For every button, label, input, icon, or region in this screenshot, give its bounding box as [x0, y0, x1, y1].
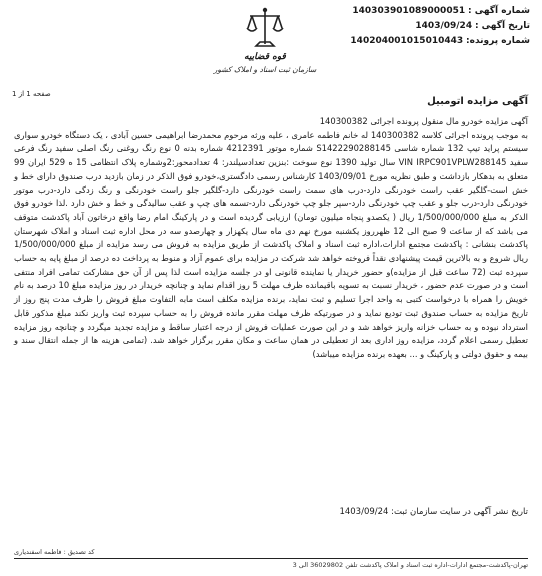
signature: کد تصدیق : فاطمه اسفندیاری — [14, 548, 95, 556]
meta-value: 140204001015010443 — [350, 36, 464, 46]
meta-value: 1403/09/24 — [415, 21, 473, 31]
meta-notice-number — [350, 4, 530, 19]
footer-address: تهران-پاکدشت-مجتمع ادارات-اداره ثبت اسناد و املاک پاکدشت تلفن 36029802 الی 3 — [292, 561, 528, 569]
publish-date: تاریخ نشر آگهی در سایت سازمان ثبت: 1403/09/24 — [339, 507, 528, 517]
meta-label: تاریخ آگهی : — [474, 21, 530, 31]
notice-title: آگهی مزایده اتومبیل — [427, 96, 528, 107]
page-number: صفحه 1 از 1 — [12, 90, 51, 98]
logo-title: قوه قضاییه — [244, 52, 286, 62]
notice-body — [14, 115, 528, 362]
organization-logo — [190, 4, 340, 76]
meta-case-number — [350, 34, 530, 49]
logo-subtitle: سازمان ثبت اسناد و املاک کشور — [213, 65, 317, 74]
scales-emblem-icon — [244, 6, 286, 50]
meta-notice-date — [350, 19, 530, 34]
meta-value: 140303901089000051 — [352, 6, 466, 16]
meta-label: شماره آگهی : — [468, 6, 530, 16]
notice-paragraph-heading: آگهی مزایده خودرو مال منقول پرونده اجرائی 140300382 — [319, 116, 528, 126]
notice-meta — [350, 4, 530, 49]
notice-paragraph-main: به موجب پرونده اجرائی کلاسه 140300382 له خانم فاطمه عامری ، علیه ورثه مرحوم محمدرضا ابراهیمی حسین آبادی ، یک دستگاه خودرو سواری سیستم پراید تیپ 132 شماره شاسی S1422290288145 شماره موتور 4212391 شماره بدنه 0 نوع رنگ روغنی رنگ اصلی سفید رنگ فرعی سفید VIN IRPC901VPLW288145 سال تولید 1390 نوع سوخت :بنزین تعدادسیلندر: 4 تعدادمحور:2وشماره پلاک انتظامی 15 ه 529 ایران 99 متعلق به بدهکار بازداشت و طبق نظریه مورخ 1403/09/01 کارشناس رسمی دادگستری،خودرو فوق الذکر در زمان بازدید درب صندوق دارای خط و خش است-گلگیر عقب راست خودرنگی دارد-درب های سمت راست خودرنگی دارد-گلگیر جلو راست خودرنگی و رنگ زدگی دارد-درب موتور خودرنگی دارد-درب جلو و عقب چپ خودرنگی دارد-سپر جلو چپ خودرنگی دارد-تسمه های چپ و عقب سالیدگی و خط و خش دارد .لذا خودرو فوق الذکر به مبلغ 1/500/000/000 ریال ( یکصدو پنجاه میلیون تومان) ارزیابی گردیده است و در پارکینگ امام رضا واقع درخاتون آباد پاکدشت متوقف می باشد که از ساعت 9 صبح الی 12 ظهرروز یکشنبه مورخ نهم دی ماه سال یکهزار و چهارصدو سه در محل اداره ثبت اسناد و املاک شهرستان پاکدشت بنشانی : پاکدشت مجتمع ادارات،اداره ثبت اسناد و املاک پاکدشت از طریق مزایده به فروش می رسد مزایده از مبلغ 1/500/000/000 ریال شروع و به بالاترین قیمت پیشنهادی نقداً فروخته خواهد شد شرکت در مزایده برای عموم آزاد و منوط به پرداخت ده درصد از مبلغ پایه به حساب سپرده ثبت (72 ساعت قبل از مزایده)و حضور خریدار یا نماینده قانونی او در جلسه مزایده است لذا پس از آن حق مشارکت تمامی افراد منتفی است و در صورت عدم حضور ، خریدار نسبت به تسویه باقیمانده ظرف مهلت 5 روز اقدام نماید و چنانچه خریدار در روز مزایده مبلغ 10 درصد به نام خویش را همراه با درخواست کتبی به واحد اجرا تسلیم و ثبت نماید، برنده مزایده مکلف است مابه التفاوت مبلغ فروش را ظرف مدت پنج روز از تاریخ مزایده به حساب صندوق ثبت تودیع نماید و در صورتیکه ظرف مهلت مقرر مانده فروش را به حساب سپرده ثبت واریز نکند مبلغ مذکور قابل استرداد نبوده و به حساب خزانه واریز خواهد شد و در این صورت عملیات فروش از درجه اعتبار ساقط و مزایده تجدید میگردد و چنانچه روز مزایده تعطیل رسمی اعلام گردد، مزایده روز اداری بعد از تعطیلی در همان ساعت و مکان مقرر برگزار خواهد شد. (تمامی هزینه ها از جمله انتقال سند و بیمه و حقوق دولتی و پارکینگ و ... بعهده برنده مزایده میباشد) — [14, 129, 529, 359]
meta-label: شماره پرونده: — [466, 36, 530, 46]
document-header — [0, 0, 542, 98]
footer-divider — [14, 558, 528, 559]
